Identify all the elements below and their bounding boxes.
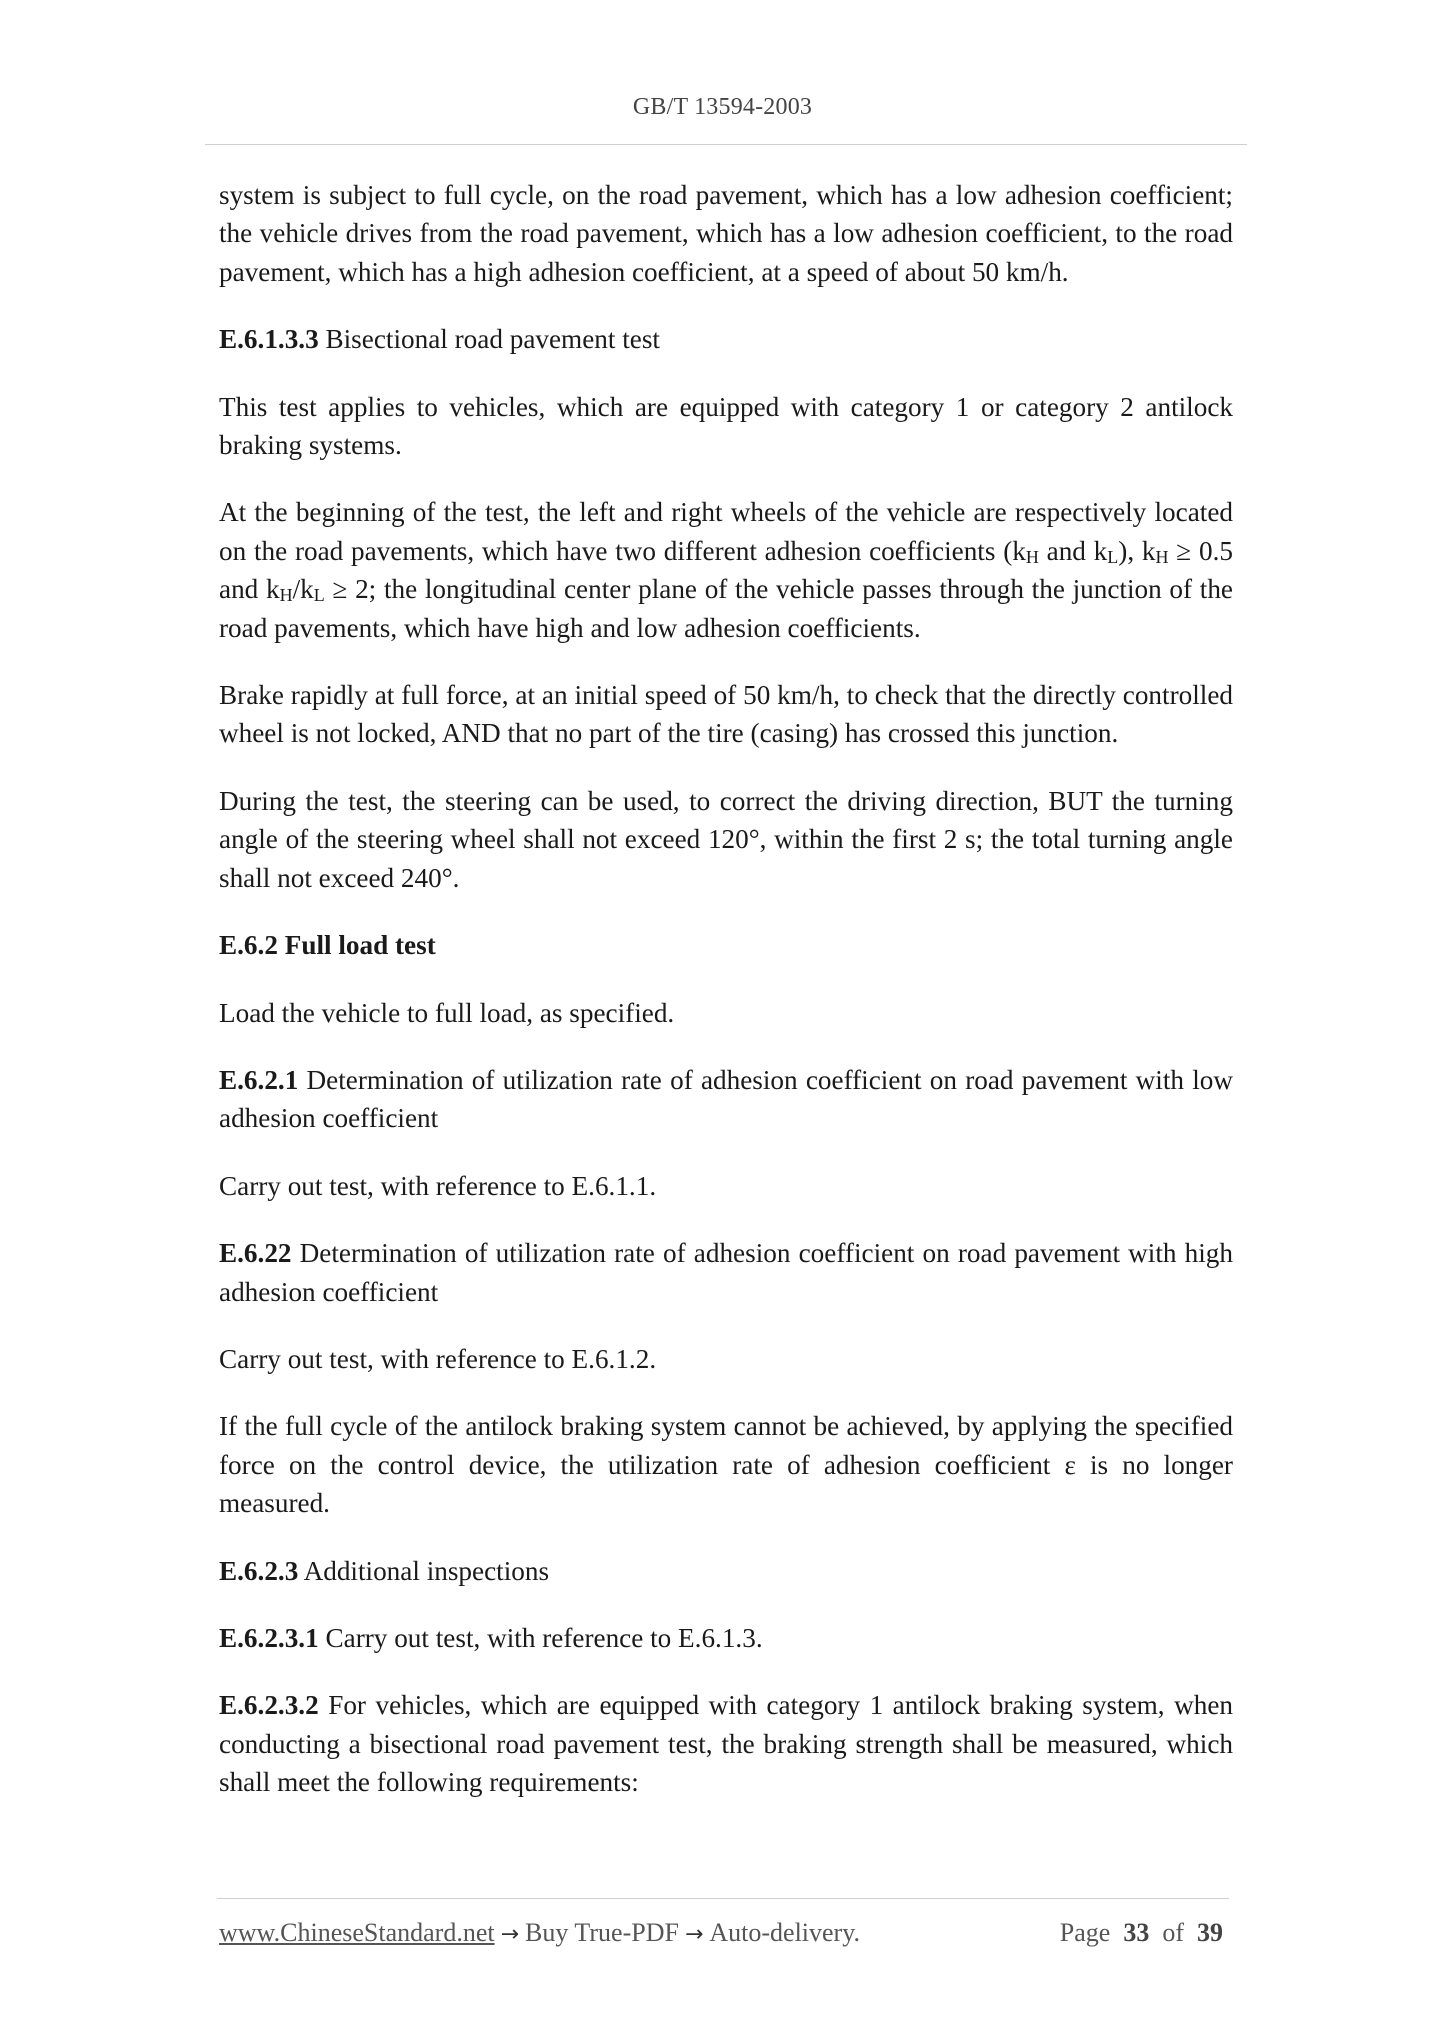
paragraph: Carry out test, with reference to E.6.1.1.	[219, 1170, 657, 1201]
paragraph-adhesion-coefficients: At the beginning of the test, the left and right wheels of the vehicle are respectively located on the road pavements, which have two different adhesion coefficients ($k_H$ and $k_L$), $k_H \ge 0.5$ and $k_H/k_L \ge 2$; the longitudinal center plane of the vehicle passes through the junction of the road pavements, which have high and low adhesion coefficients.	[219, 497, 1233, 643]
section-e6231	[219, 1619, 1233, 1657]
section-title: Determination of utilization rate of adhesion coefficient on road pavement with high adhesion coefficient	[219, 1238, 1233, 1307]
section-number: E.6.1.3.3	[219, 324, 319, 355]
auto-delivery-text: Auto-delivery.	[709, 1918, 861, 1947]
section-number: E.6.22	[219, 1238, 292, 1269]
section-number: E.6.2.3	[219, 1555, 299, 1586]
section-e623	[219, 1552, 1233, 1590]
page-label: Page	[1059, 1918, 1111, 1947]
page-header: GB/T 13594-2003	[632, 94, 813, 120]
header-divider	[205, 144, 1247, 145]
section-e622	[219, 1234, 1233, 1311]
paragraph: Load the vehicle to full load, as specified.	[219, 997, 675, 1028]
arrow-right-icon: →	[500, 1922, 520, 1947]
section-heading: E.6.2 Full load test	[219, 930, 436, 961]
section-e621	[219, 1061, 1233, 1138]
of-label: of	[1162, 1918, 1184, 1947]
footer-divider	[217, 1898, 1229, 1899]
paragraph: system is subject to full cycle, on the road pavement, which has a low adhesion coefficient; the vehicle drives from the road pavement, which has a low adhesion coefficient, to the road pavement, which has a high adhesion coefficient, at a speed of about 50 km/h.	[219, 180, 1233, 287]
page-total: 39	[1197, 1918, 1223, 1947]
paragraph: During the test, the steering can be used, to correct the driving direction, BUT the turning angle of the steering wheel shall not exceed 120°, within the first 2 s; the total turning angle shall not exceed 240°.	[219, 785, 1233, 893]
section-e6133	[219, 320, 1233, 358]
section-title: Additional inspections	[298, 1555, 550, 1586]
document-body	[219, 176, 1233, 1831]
section-title: Bisectional road pavement test	[318, 324, 660, 355]
site-link[interactable]: www.ChineseStandard.net	[219, 1918, 495, 1947]
section-text: Carry out test, with reference to E.6.1.3.	[318, 1622, 763, 1653]
section-number: E.6.2.3.2	[219, 1690, 319, 1721]
paragraph: If the full cycle of the antilock braking system cannot be achieved, by applying the specified force on the control device, the utilization rate of adhesion coefficient ε is no longer measured.	[219, 1411, 1233, 1519]
paragraph: Carry out test, with reference to E.6.1.2.	[219, 1343, 657, 1374]
buy-pdf-text: Buy True-PDF	[525, 1918, 679, 1947]
page-indicator	[1060, 1918, 1223, 1948]
arrow-right-icon: →	[684, 1922, 704, 1947]
section-number: E.6.2.1	[219, 1064, 299, 1095]
section-e62	[219, 926, 1233, 964]
page-number: 33	[1123, 1918, 1150, 1947]
paragraph: This test applies to vehicles, which are equipped with category 1 or category 2 antilock braking systems.	[219, 391, 1233, 461]
section-e6232	[219, 1686, 1233, 1801]
page-footer	[219, 1918, 1229, 1948]
section-text: For vehicles, which are equipped with category 1 antilock braking system, when conducting a bisectional road pavement test, the braking strength shall be measured, which shall meet the following requirements:	[219, 1690, 1233, 1798]
section-title: Determination of utilization rate of adhesion coefficient on road pavement with low adhesion coefficient	[219, 1064, 1233, 1134]
section-number: E.6.2.3.1	[219, 1622, 319, 1653]
paragraph: Brake rapidly at full force, at an initial speed of 50 km/h, to check that the directly controlled wheel is not locked, AND that no part of the tire (casing) has crossed this junction.	[219, 680, 1233, 749]
